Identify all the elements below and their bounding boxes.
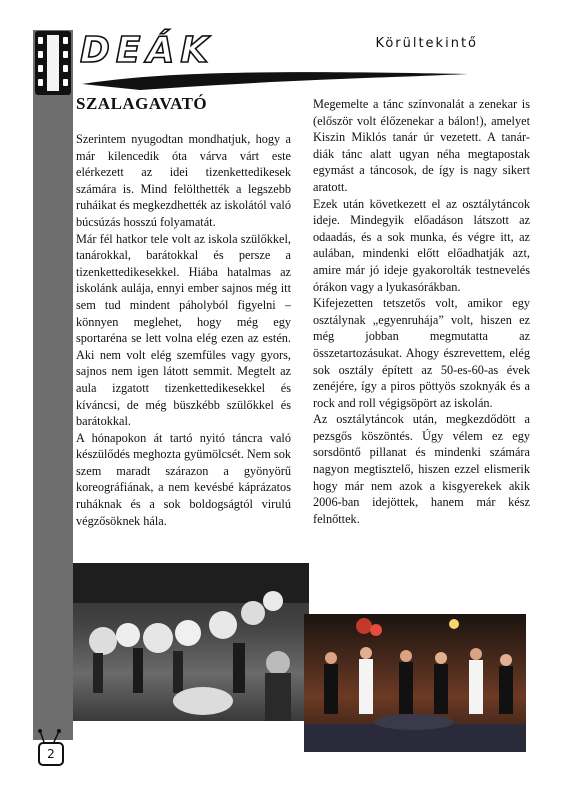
paragraph: Kifejezetten tetszetős volt, amikor egy osztálynak „egyenruhája” volt, hiszen ez még jobban megmutatta az összetartozásukat. Ahogy észrevettem, elég sok osztály épített az 50-es-60-as évek zenéjére, így a piros pöttyös szoknyák és a rock and roll végigsöpört az iskolán.	[313, 296, 530, 410]
paragraph: Megemelte a tánc színvonalát a zenekar is (először volt élőzenekar a bálon!), amelyet Kiszin Miklós tanár úr vezetett. A tanár-diák tánc alatt ugyan néha megtapostak egymást a táncosok, de így is nagy sikert aratott.	[313, 97, 530, 194]
article-column-left	[76, 131, 291, 529]
paragraph: Ezek után következett el az osztálytáncok ideje. Mindegyik előadáson látszott az odaadás, és a sok munka, és végre itt, az aulában, mindenki előtt előadhatják azt, amire már jó ideje gyakorolták testnevelés órákon vagy a lyukasórákban.	[313, 196, 530, 294]
side-band	[33, 30, 73, 740]
page-number: 2	[38, 742, 64, 766]
film-strip-icon	[35, 31, 71, 95]
page-number-badge	[32, 728, 68, 768]
section-label: Körültekintő	[375, 36, 478, 51]
header-swoosh	[80, 66, 470, 92]
paragraph: Az osztálytáncok után, megkezdődött a pezsgős köszöntés. Úgy vélem ez egy sorsdöntő pillanat és mindenki számára nagyon megtisztelő, hiszen ezzel elismerik hogy már nem azok a kisgyerekek akik 2006-ban idejöttek, hanem már kész felnőttek.	[313, 412, 530, 526]
paragraph: Már fél hatkor tele volt az iskola szülőkkel, tanárokkal, barátokkal és persze a tizenkettedikesekkel. Hiába hatalmas az iskolánk aulája, ennyi ember sajnos még itt sem tud mindent páholyból figyelni – könnyen meglehet, hogy még egy sportaréna se lett volna elég ezen az estén. Aki nem volt elég szemfüles vagy gyors, sajnos nem igen látott semmit. Megtelt az aula izgatott tizenkettedikesekkel és kíváncsi, de még büszkébb szülőkkel és barátokkal.	[76, 231, 291, 429]
paragraph: Szerintem nyugodtan mondhatjuk, hogy a már kilencedik óta várva várt este elérkezett az idei tizenkettedikesek számára is. Mind felölthették a legszebb ruháikat és megkezdhették az iskolától való búcsúzás hosszú folyamatát.	[76, 132, 291, 229]
dance-photo-bw	[73, 563, 309, 721]
dance-photo-color	[304, 614, 526, 752]
paragraph: A hónapokon át tartó nyitó táncra való készülődés meghozta gyümölcsét. Nem sok szem maradt szárazon a gyönyörű koreográfiának, a nem kevésbé káprázatos ruháknak és a sok boldogságtól virulú végzősöknek hála.	[76, 430, 291, 528]
article-column-right	[313, 96, 530, 527]
article-title: SZALAGAVATÓ	[76, 94, 208, 113]
masthead-title: DEÁK	[80, 30, 215, 71]
